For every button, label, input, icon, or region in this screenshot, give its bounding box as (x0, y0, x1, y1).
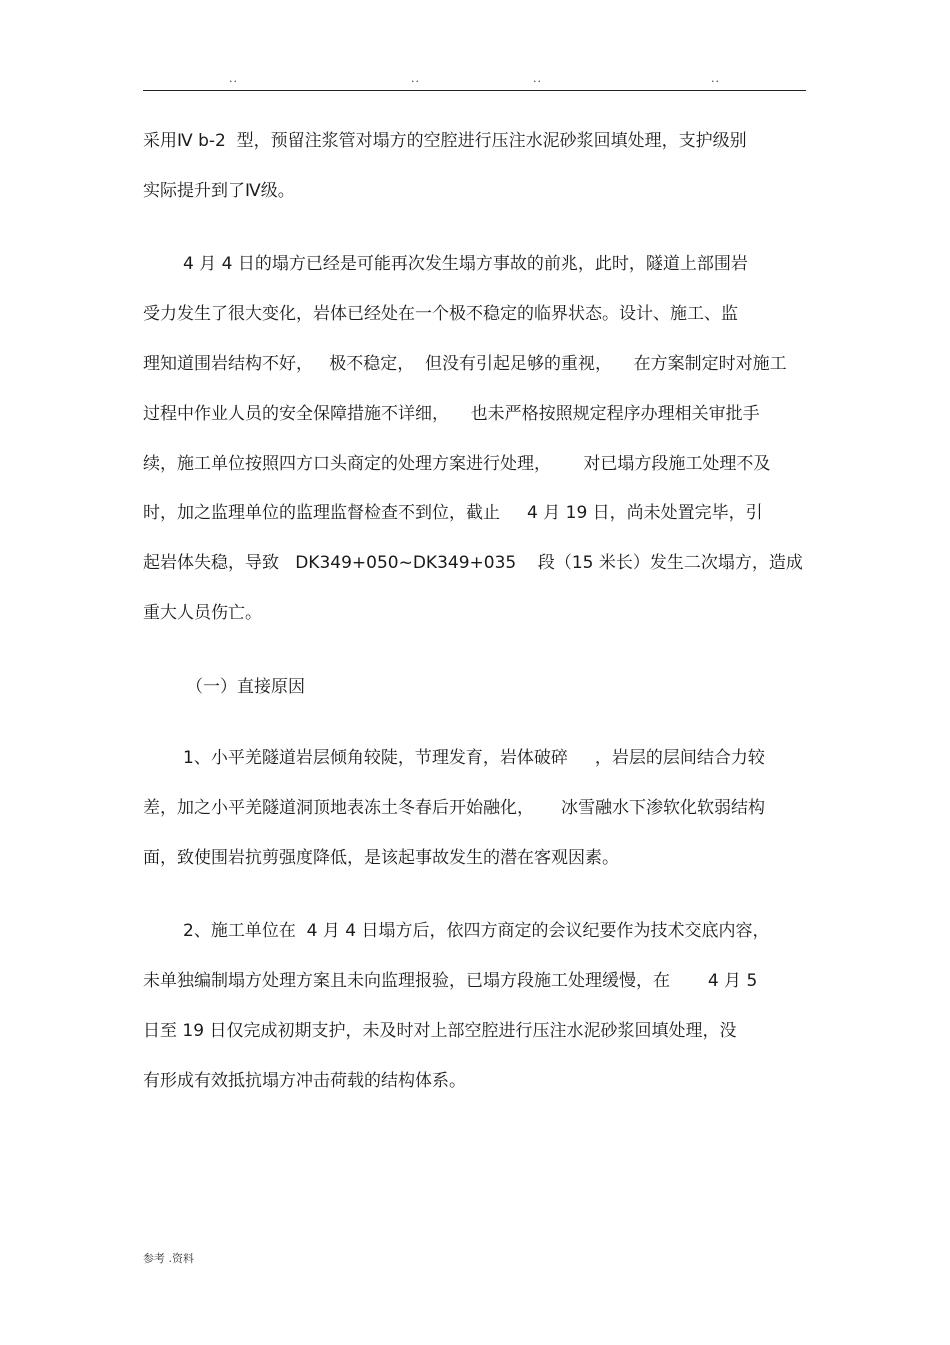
section-heading: （一）直接原因 (186, 677, 305, 697)
text-line: 理知道围岩结构不好， 极不稳定， 但没有引起足够的重视， 在方案制定时对施工 (143, 354, 787, 374)
text-line: 起岩体失稳，导致 DK349+050~DK349+035 段（15 米长）发生二次塌方，造成 (143, 553, 803, 573)
text-line: 重大人员伤亡。 (143, 603, 262, 623)
text-line: 4 月 4 日的塌方已经是可能再次发生塌方事故的前兆，此时，隧道上部围岩 (183, 254, 748, 274)
header-rule (143, 90, 806, 91)
text-line: 续，施工单位按照四方口头商定的处理方案进行处理， 对已塌方段施工处理不及 (143, 454, 771, 474)
text-line: 过程中作业人员的安全保障措施不详细， 也未严格按照规定程序办理相关审批手 (143, 404, 760, 424)
header-mark: .. (229, 72, 238, 85)
text-line: 受力发生了很大变化，岩体已经处在一个极不稳定的临界状态。设计、施工、监 (143, 304, 738, 324)
text-line: 差，加之小平羌隧道洞顶地表冻土冬春后开始融化， 冰雪融水下渗软化软弱结构 (143, 798, 766, 818)
text-line: 实际提升到了Ⅳ级。 (143, 181, 295, 201)
header-mark: .. (711, 72, 720, 85)
text-line: 2、施工单位在 4 月 4 日塌方后，依四方商定的会议纪要作为技术交底内容， (183, 921, 770, 941)
header-mark: .. (411, 72, 420, 85)
text-line: 1、小平羌隧道岩层倾角较陡，节理发育，岩体破碎 ，岩层的层间结合力较 (183, 748, 765, 768)
text-line: 采用Ⅳ b-2 型，预留注浆管对塌方的空腔进行压注水泥砂浆回填处理，支护级别 (143, 131, 747, 151)
text-line: 日至 19 日仅完成初期支护，未及时对上部空腔进行压注水泥砂浆回填处理，没 (143, 1021, 737, 1041)
text-line: 未单独编制塌方处理方案且未向监理报验，已塌方段施工处理缓慢，在 4 月 5 (143, 971, 758, 991)
text-line: 时，加之监理单位的监理监督检查不到位，截止 4 月 19 日，尚未处置完毕，引 (143, 503, 763, 523)
text-line: 有形成有效抵抗塌方冲击荷载的结构体系。 (143, 1071, 466, 1091)
header-marks (0, 72, 950, 86)
header-mark: .. (533, 72, 542, 85)
text-line: 面，致使围岩抗剪强度降低，是该起事故发生的潜在客观因素。 (143, 848, 619, 868)
page-footer: 参考 .资料 (143, 1252, 194, 1265)
